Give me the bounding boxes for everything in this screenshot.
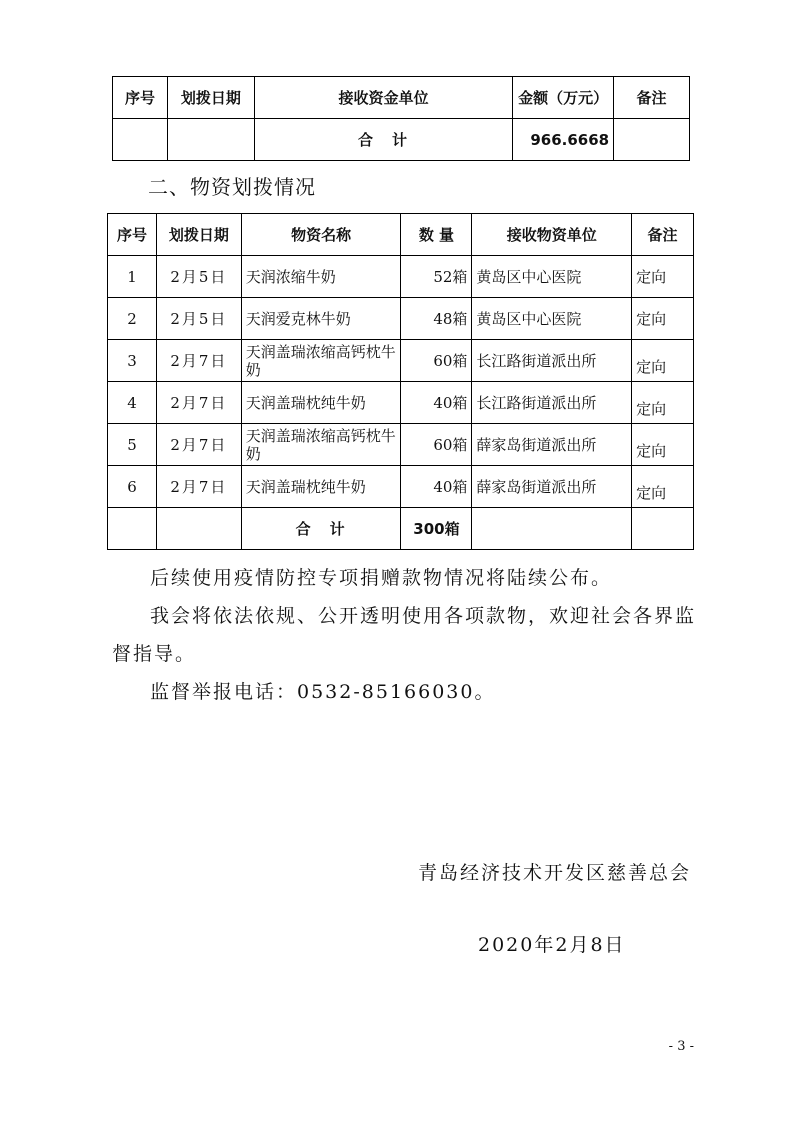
funds-header-row [113, 77, 690, 119]
table-row [108, 424, 694, 466]
row-unit: 长江路街道派出所 [472, 382, 632, 424]
funds-total-row [113, 119, 690, 161]
row-note: 定向 [632, 382, 694, 424]
row-note: 定向 [632, 340, 694, 382]
row-qty: 52箱 [401, 256, 472, 298]
funds-total-label: 合 计 [254, 119, 512, 161]
row-no: 5 [108, 424, 157, 466]
row-no: 3 [108, 340, 157, 382]
row-date: 2月5日 [156, 298, 241, 340]
table-row [108, 256, 694, 298]
row-name: 天润盖瑞浓缩高钙枕牛奶 [241, 340, 401, 382]
row-name: 天润浓缩牛奶 [241, 256, 401, 298]
paragraph-hotline: 监督举报电话：0532-85166030。 [150, 681, 496, 703]
funds-header-no: 序号 [113, 77, 168, 119]
row-date: 2月7日 [156, 382, 241, 424]
funds-header-date: 划拨日期 [167, 77, 254, 119]
row-name: 天润爱克林牛奶 [241, 298, 401, 340]
row-name: 天润盖瑞浓缩高钙枕牛奶 [241, 424, 401, 466]
goods-header-row [108, 214, 694, 256]
goods-header-name: 物资名称 [241, 214, 401, 256]
funds-header-note: 备注 [614, 77, 690, 119]
row-note: 定向 [632, 256, 694, 298]
table-row [108, 298, 694, 340]
goods-total-label: 合 计 [241, 508, 401, 550]
goods-header-no: 序号 [108, 214, 157, 256]
paragraph-commitment: 我会将依法依规、公开透明使用各项款物，欢迎社会各界监督指导。 [112, 605, 697, 665]
row-note: 定向 [632, 424, 694, 466]
row-qty: 48箱 [401, 298, 472, 340]
row-unit: 薛家岛街道派出所 [472, 424, 632, 466]
row-unit: 长江路街道派出所 [472, 340, 632, 382]
row-note: 定向 [632, 466, 694, 508]
table-row [108, 340, 694, 382]
goods-table [107, 213, 694, 550]
row-no: 1 [108, 256, 157, 298]
row-unit: 黄岛区中心医院 [472, 256, 632, 298]
row-qty: 40箱 [401, 466, 472, 508]
signature-date: 2020年2月8日 [478, 934, 626, 956]
row-date: 2月7日 [156, 424, 241, 466]
section-title: 二、物资划拨情况 [148, 175, 316, 199]
row-qty: 60箱 [401, 340, 472, 382]
table-row [108, 466, 694, 508]
row-name: 天润盖瑞枕纯牛奶 [241, 382, 401, 424]
row-unit: 薛家岛街道派出所 [472, 466, 632, 508]
goods-header-unit: 接收物资单位 [472, 214, 632, 256]
goods-header-date: 划拨日期 [156, 214, 241, 256]
row-no: 4 [108, 382, 157, 424]
row-no: 2 [108, 298, 157, 340]
row-name: 天润盖瑞枕纯牛奶 [241, 466, 401, 508]
goods-total-qty: 300箱 [401, 508, 472, 550]
page-number: - 3 - [668, 1039, 694, 1054]
goods-header-qty: 数 量 [401, 214, 472, 256]
goods-total-row [108, 508, 694, 550]
funds-table [112, 76, 690, 161]
funds-header-amount: 金额（万元） [513, 77, 614, 119]
row-date: 2月7日 [156, 466, 241, 508]
paragraph-followup: 后续使用疫情防控专项捐赠款物情况将陆续公布。 [150, 567, 613, 589]
row-no: 6 [108, 466, 157, 508]
goods-header-note: 备注 [632, 214, 694, 256]
row-date: 2月5日 [156, 256, 241, 298]
row-qty: 60箱 [401, 424, 472, 466]
row-date: 2月7日 [156, 340, 241, 382]
signature-org: 青岛经济技术开发区慈善总会 [418, 862, 692, 884]
table-row [108, 382, 694, 424]
funds-header-unit: 接收资金单位 [254, 77, 512, 119]
funds-total-amount: 966.6668 [513, 119, 614, 161]
row-note: 定向 [632, 298, 694, 340]
row-qty: 40箱 [401, 382, 472, 424]
row-unit: 黄岛区中心医院 [472, 298, 632, 340]
